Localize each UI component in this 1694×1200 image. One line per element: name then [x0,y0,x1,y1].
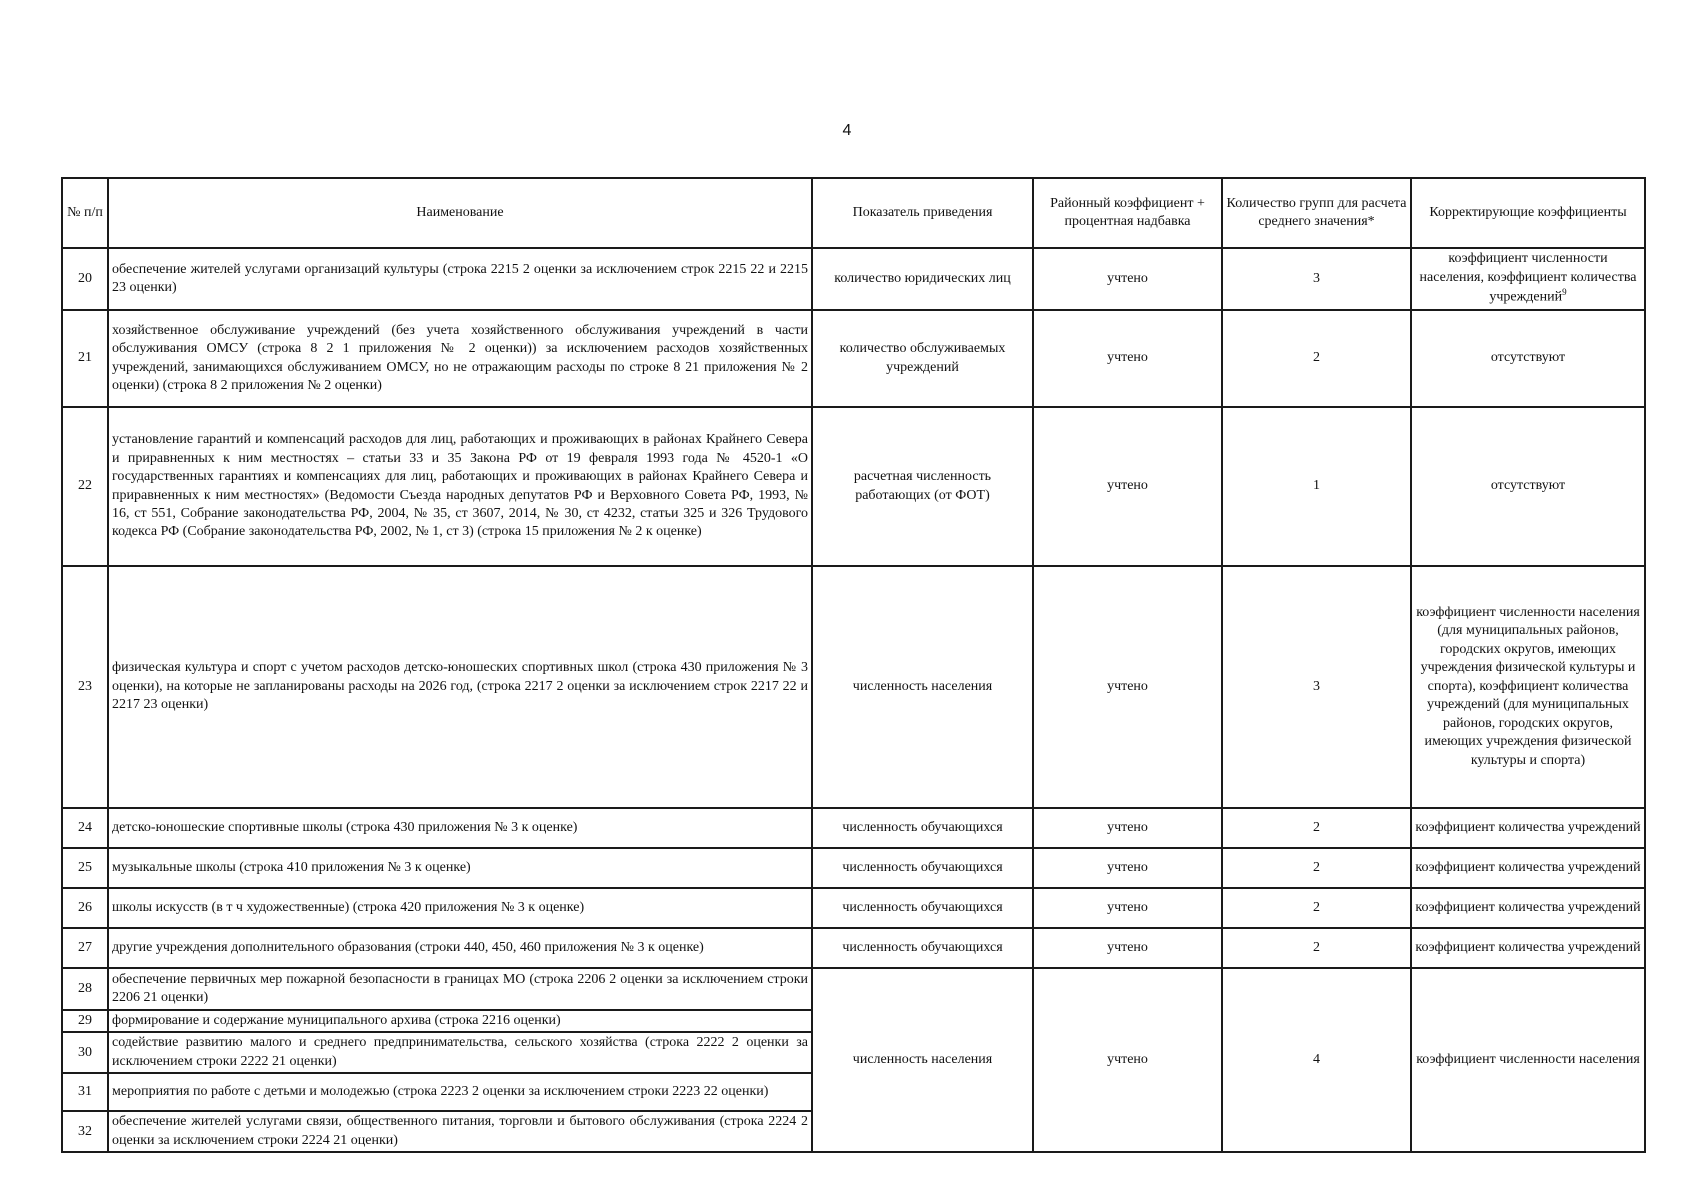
coefficients-table [61,177,1646,1153]
header-indicator: Показатель приведения [812,178,1033,248]
table-row [62,928,1645,968]
row-num: 28 [62,968,108,1010]
row-name: установление гарантий и компенсаций расходов для лиц, работающих и проживающих в районах Крайнего Севера и приравненных к ним местностях – статьи 33 и 35 Закона РФ от 19 февраля 1993 года № 4520-1 «О государственных гарантиях и компенсациях для лиц, работающих и проживающих в районах Крайнего Севера и приравненных к ним местностях» (Ведомости Съезда народных депутатов РФ и Верховного Совета РФ, 1993, № 16, ст 551, Собрание законодательства РФ, 2004, № 35, ст 3607, 2014, № 30, ст 4232, статьи 325 и 326 Трудового кодекса РФ (Собрание законодательства РФ, 2002, № 1, ст 3) (строка 15 приложения № 2 к оценке) [108,407,812,566]
table-header-row [62,178,1645,248]
row-indicator: численность обучающихся [812,848,1033,888]
row-num: 32 [62,1111,108,1152]
row-coef: учтено [1033,407,1222,566]
row-correction: отсутствуют [1411,407,1645,566]
group-indicator: численность населения [812,968,1033,1152]
table-row [62,566,1645,808]
row-correction-text: коэффициент численности населения, коэффициент количества учреждений [1419,251,1637,306]
row-num: 25 [62,848,108,888]
table-row [62,848,1645,888]
row-num: 29 [62,1010,108,1032]
row-coef: учтено [1033,888,1222,928]
row-num: 20 [62,248,108,310]
row-name: обеспечение жителей услугами связи, общественного питания, торговли и бытового обслуживания (строка 2224 2 оценки за исключением строки 2224 21 оценки) [108,1111,812,1152]
row-num: 27 [62,928,108,968]
row-name: формирование и содержание муниципального архива (строка 2216 оценки) [108,1010,812,1032]
row-indicator: численность обучающихся [812,928,1033,968]
header-coef: Районный коэффициент + процентная надбавка [1033,178,1222,248]
row-correction: коэффициент численности населения (для муниципальных районов, городских округов, имеющих учреждения физической культуры и спорта), коэффициент количества учреждений (для муниципальных районов, городских округов, имеющих учреждения физической культуры и спорта) [1411,566,1645,808]
row-coef: учтено [1033,848,1222,888]
row-indicator: численность обучающихся [812,808,1033,848]
row-name: хозяйственное обслуживание учреждений (без учета хозяйственного обслуживания учреждений в части обслуживания ОМСУ (строка 8 2 1 приложения № 2 оценки)) за исключением расходов хозяйственных учреждений, занимающихся обслуживанием ОМСУ, но не отражающим расходы по строке 8 21 приложения № 2 оценки) (строка 8 2 приложения № 2 оценки) [108,310,812,407]
row-num: 30 [62,1032,108,1073]
row-name: мероприятия по работе с детьми и молодежью (строка 2223 2 оценки за исключением строки 2223 22 оценки) [108,1073,812,1111]
row-groups: 2 [1222,888,1411,928]
row-indicator: численность обучающихся [812,888,1033,928]
footnote-marker: 9 [1562,287,1567,298]
row-groups: 2 [1222,848,1411,888]
row-coef: учтено [1033,928,1222,968]
row-name: другие учреждения дополнительного образования (строки 440, 450, 460 приложения № 3 к оценке) [108,928,812,968]
row-groups: 1 [1222,407,1411,566]
row-coef: учтено [1033,566,1222,808]
row-groups: 3 [1222,248,1411,310]
table-row [62,310,1645,407]
row-name: содействие развитию малого и среднего предпринимательства, сельского хозяйства (строка 2222 2 оценки за исключением строки 2222 21 оценки) [108,1032,812,1073]
row-num: 24 [62,808,108,848]
table-row [62,968,1645,1010]
group-coef: учтено [1033,968,1222,1152]
row-coef: учтено [1033,808,1222,848]
row-num: 21 [62,310,108,407]
row-name: музыкальные школы (строка 410 приложения № 3 к оценке) [108,848,812,888]
row-correction: коэффициент количества учреждений [1411,808,1645,848]
row-correction: коэффициент количества учреждений [1411,848,1645,888]
row-coef: учтено [1033,310,1222,407]
row-groups: 2 [1222,808,1411,848]
row-num: 22 [62,407,108,566]
table-row [62,888,1645,928]
row-num: 31 [62,1073,108,1111]
row-name: обеспечение жителей услугами организаций культуры (строка 2215 2 оценки за исключением строк 2215 22 и 2215 23 оценки) [108,248,812,310]
row-correction [1411,248,1645,310]
row-groups: 2 [1222,928,1411,968]
row-coef: учтено [1033,248,1222,310]
row-name: детско-юношеские спортивные школы (строка 430 приложения № 3 к оценке) [108,808,812,848]
row-name: школы искусств (в т ч художественные) (строка 420 приложения № 3 к оценке) [108,888,812,928]
row-groups: 3 [1222,566,1411,808]
table-row [62,808,1645,848]
row-num: 26 [62,888,108,928]
group-groups: 4 [1222,968,1411,1152]
row-indicator: расчетная численность работающих (от ФОТ) [812,407,1033,566]
row-name: обеспечение первичных мер пожарной безопасности в границах МО (строка 2206 2 оценки за исключением строки 2206 21 оценки) [108,968,812,1010]
table-row [62,407,1645,566]
header-num: № п/п [62,178,108,248]
table-row [62,248,1645,310]
row-indicator: количество юридических лиц [812,248,1033,310]
group-correction: коэффициент численности населения [1411,968,1645,1152]
row-correction: коэффициент количества учреждений [1411,928,1645,968]
row-indicator: численность населения [812,566,1033,808]
row-indicator: количество обслуживаемых учреждений [812,310,1033,407]
row-correction: коэффициент количества учреждений [1411,888,1645,928]
row-name: физическая культура и спорт с учетом расходов детско-юношеских спортивных школ (строка 430 приложения № 3 оценки), на которые не запланированы расходы на 2026 год, (строка 2217 2 оценки за исключением строк 2217 22 и 2217 23 оценки) [108,566,812,808]
header-correction: Корректирующие коэффициенты [1411,178,1645,248]
page-number: 4 [842,122,852,139]
header-name: Наименование [108,178,812,248]
row-correction: отсутствуют [1411,310,1645,407]
row-groups: 2 [1222,310,1411,407]
row-num: 23 [62,566,108,808]
header-groups: Количество групп для расчета среднего значения* [1222,178,1411,248]
